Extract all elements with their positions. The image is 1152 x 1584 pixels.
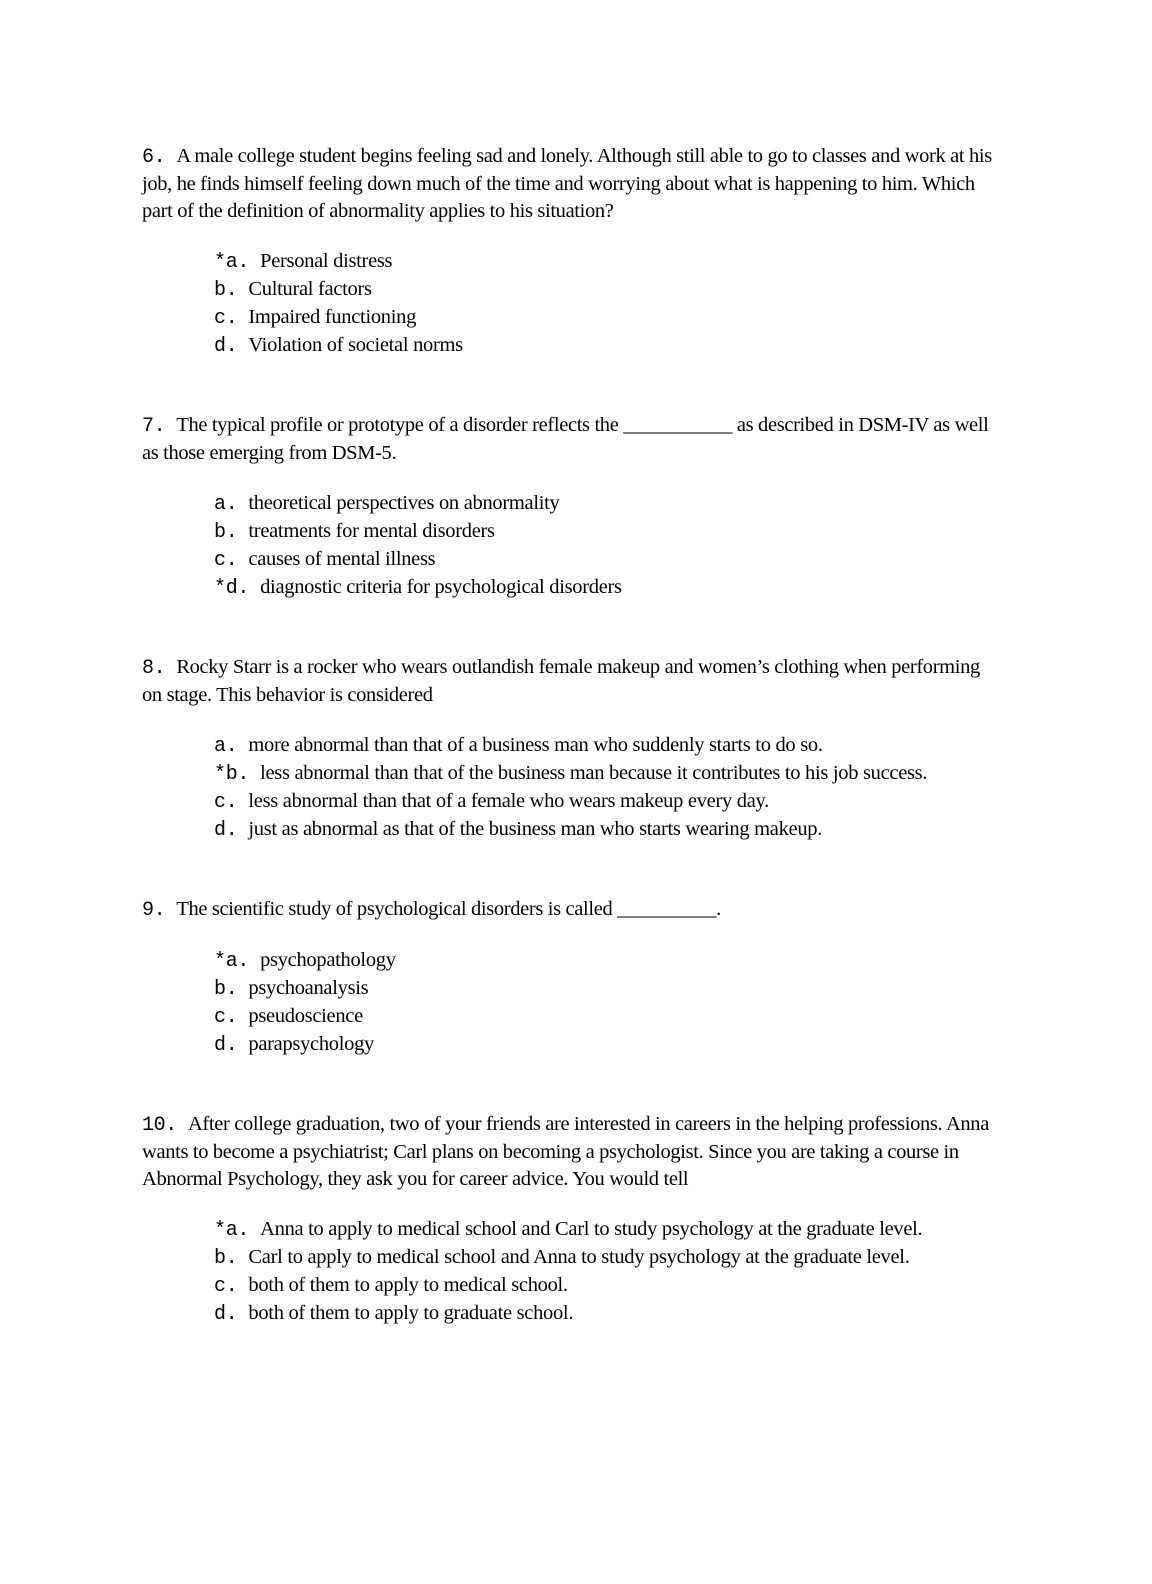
quiz-page (142, 143, 1002, 1328)
answer-option (214, 518, 1002, 546)
option-text: Violation of societal norms (248, 334, 463, 356)
question-stem (142, 896, 1002, 924)
option-letter: d. (214, 335, 238, 358)
option-letter: *a. (214, 251, 250, 274)
question-10 (142, 1111, 1002, 1328)
answer-options (214, 248, 1002, 360)
answer-options (214, 1216, 1002, 1328)
question-number: 8. (142, 657, 166, 680)
question-stem (142, 1111, 1002, 1193)
answer-option (214, 788, 1002, 816)
answer-option (214, 332, 1002, 360)
answer-option (214, 947, 1002, 975)
option-letter: b. (214, 279, 238, 302)
option-letter: c. (214, 1275, 238, 1298)
question-text: After college graduation, two of your friends are interested in careers in the helping professions. Anna wants to become a psychiatrist; Carl plans on becoming a psychologist. Since you are taking a course in Abnormal Psychology, they ask you for career advice. You would tell (142, 1113, 989, 1190)
answer-options (214, 947, 1002, 1059)
option-text: less abnormal than that of the business man because it contributes to his job success. (260, 762, 928, 784)
option-text: Cultural factors (248, 278, 372, 300)
question-stem (142, 654, 1002, 709)
option-letter: a. (214, 493, 238, 516)
question-stem (142, 412, 1002, 467)
question-number: 7. (142, 415, 166, 438)
option-text: theoretical perspectives on abnormality (248, 492, 560, 514)
question-6 (142, 143, 1002, 360)
answer-option (214, 1300, 1002, 1328)
option-letter: *a. (214, 950, 250, 973)
answer-option (214, 760, 1002, 788)
option-letter: c. (214, 307, 238, 330)
option-letter: b. (214, 521, 238, 544)
question-7 (142, 412, 1002, 602)
question-text: A male college student begins feeling sad and lonely. Although still able to go to classes and work at his job, he finds himself feeling down much of the time and worrying about what is happening to him. Which part of the definition of abnormality applies to his situation? (142, 145, 992, 222)
option-letter: a. (214, 735, 238, 758)
option-text: treatments for mental disorders (248, 520, 495, 542)
option-text: more abnormal than that of a business man who suddenly starts to do so. (248, 734, 823, 756)
option-text: Impaired functioning (248, 306, 417, 328)
option-letter: b. (214, 978, 238, 1001)
answer-option (214, 304, 1002, 332)
answer-option (214, 276, 1002, 304)
question-number: 9. (142, 899, 166, 922)
question-text: Rocky Starr is a rocker who wears outlandish female makeup and women’s clothing when performing on stage. This behavior is considered (142, 656, 980, 706)
option-letter: c. (214, 549, 238, 572)
answer-option (214, 248, 1002, 276)
option-text: both of them to apply to graduate school. (248, 1302, 574, 1324)
answer-option (214, 1244, 1002, 1272)
option-text: just as abnormal as that of the business man who starts wearing makeup. (248, 818, 823, 840)
question-text: The scientific study of psychological disorders is called __________. (176, 898, 721, 920)
option-text: Personal distress (260, 250, 393, 272)
question-number: 10. (142, 1114, 177, 1137)
option-text: Anna to apply to medical school and Carl to study psychology at the graduate level. (260, 1218, 923, 1240)
answer-option (214, 732, 1002, 760)
option-text: Carl to apply to medical school and Anna to study psychology at the graduate level. (248, 1246, 910, 1268)
answer-option (214, 546, 1002, 574)
option-letter: c. (214, 1006, 238, 1029)
answer-option (214, 975, 1002, 1003)
option-text: both of them to apply to medical school. (248, 1274, 568, 1296)
option-letter: *d. (214, 577, 250, 600)
question-stem (142, 143, 1002, 225)
option-letter: d. (214, 819, 238, 842)
answer-options (214, 490, 1002, 602)
answer-option (214, 1031, 1002, 1059)
option-text: psychopathology (260, 949, 396, 971)
option-letter: d. (214, 1303, 238, 1326)
option-letter: c. (214, 791, 238, 814)
question-number: 6. (142, 146, 166, 169)
option-text: psychoanalysis (248, 977, 369, 999)
answer-option (214, 1216, 1002, 1244)
question-9 (142, 896, 1002, 1059)
answer-option (214, 490, 1002, 518)
question-text: The typical profile or prototype of a disorder reflects the ___________ as described in DSM-IV as well as those emerging from DSM-5. (142, 414, 989, 464)
option-text: diagnostic criteria for psychological disorders (260, 576, 622, 598)
answer-option (214, 1003, 1002, 1031)
option-letter: b. (214, 1247, 238, 1270)
option-letter: *a. (214, 1219, 250, 1242)
option-letter: *b. (214, 763, 250, 786)
option-text: less abnormal than that of a female who wears makeup every day. (248, 790, 769, 812)
option-letter: d. (214, 1034, 238, 1057)
option-text: parapsychology (248, 1033, 375, 1055)
option-text: pseudoscience (248, 1005, 363, 1027)
answer-option (214, 574, 1002, 602)
answer-option (214, 1272, 1002, 1300)
answer-options (214, 732, 1002, 844)
answer-option (214, 816, 1002, 844)
question-8 (142, 654, 1002, 844)
option-text: causes of mental illness (248, 548, 436, 570)
